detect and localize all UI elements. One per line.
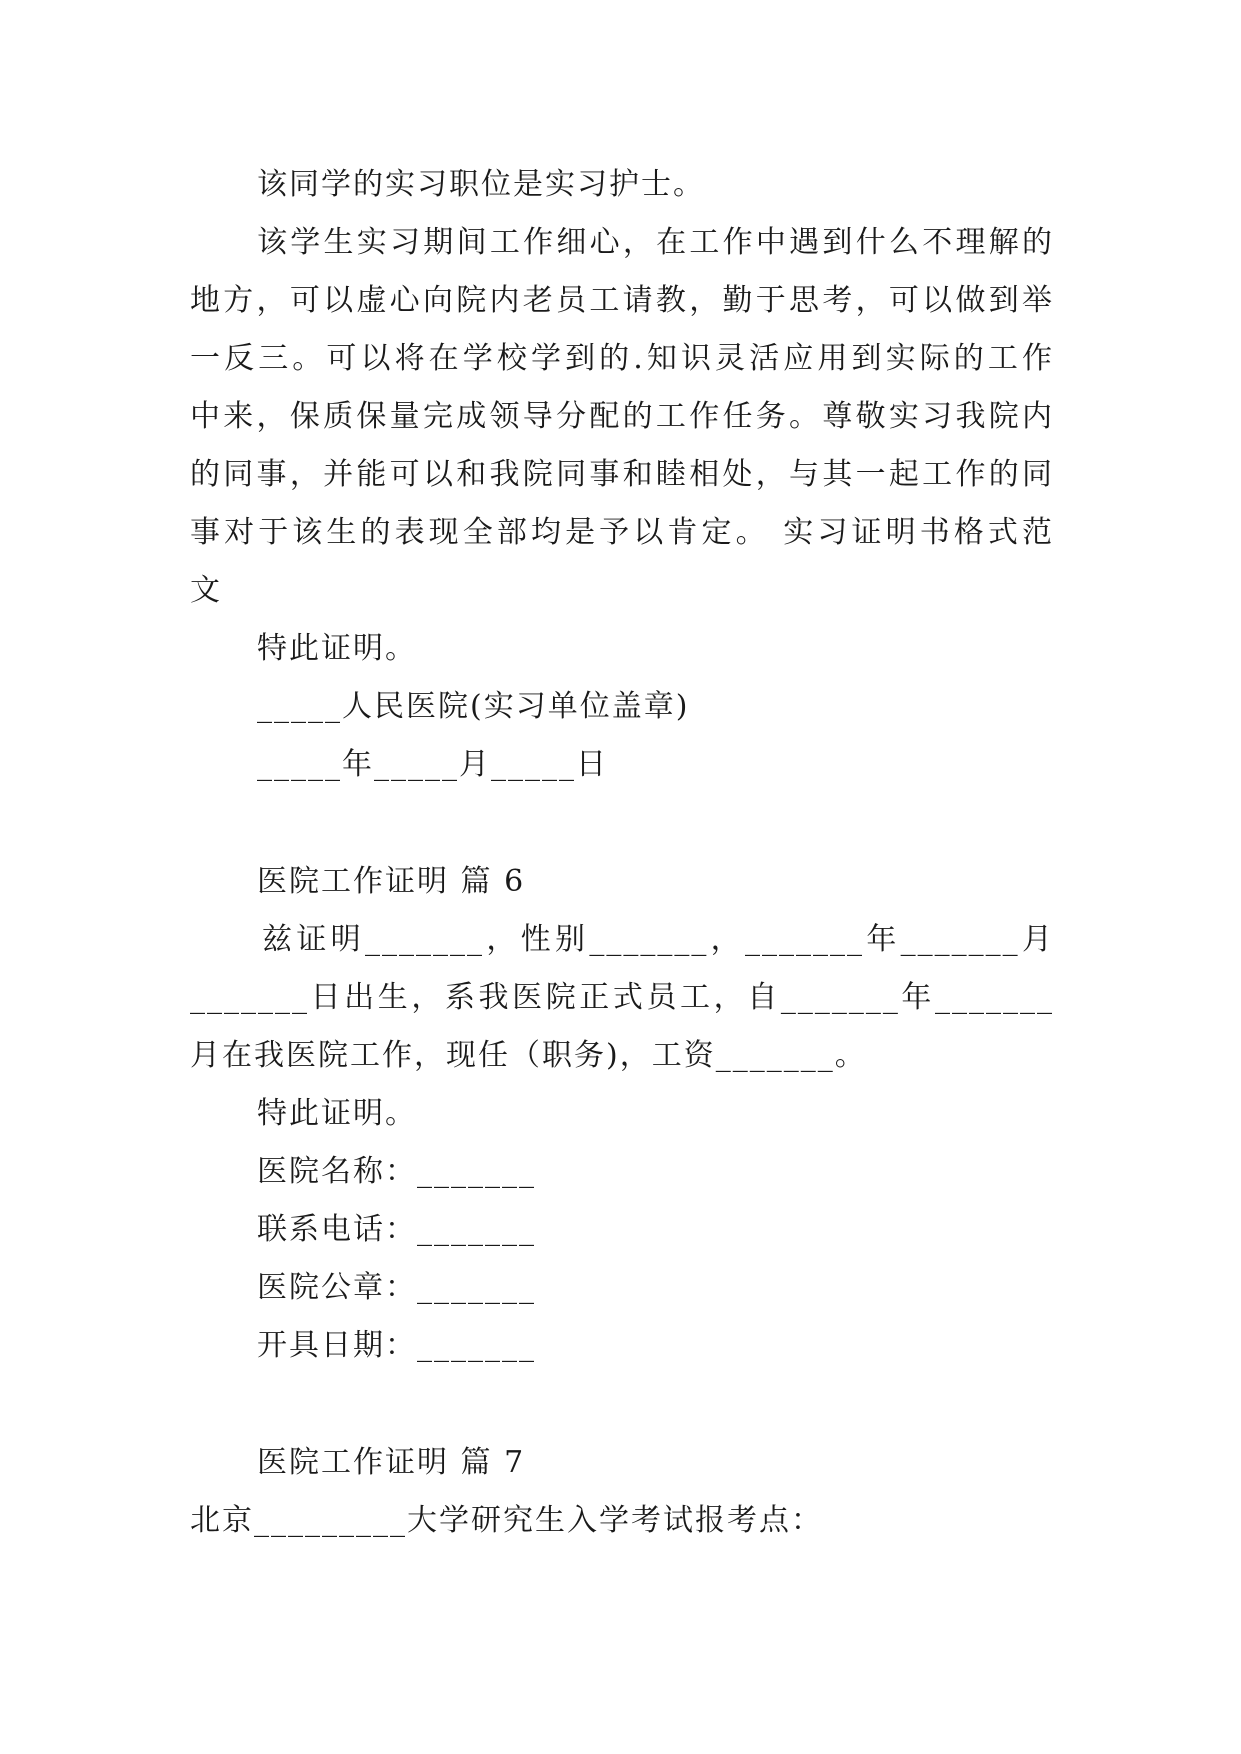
paragraph-evaluation-line-2: 地方，可以虚心向院内老员工请教，勤于思考，可以做到举: [190, 283, 1054, 318]
hospital-name-field: 医院名称：_______: [257, 1154, 536, 1189]
section-heading-6: 医院工作证明 篇 6: [257, 864, 526, 899]
certificate-body-line-3: 月在我医院工作，现任（职务)，工资_______。: [190, 1038, 867, 1073]
paragraph-evaluation-line-5: 的同事，并能可以和我院同事和睦相处，与其一起工作的同: [190, 457, 1054, 492]
section-heading-7: 医院工作证明 篇 7: [257, 1445, 526, 1480]
certificate-body-line-1: 兹证明_______，性别_______，_______年_______月: [262, 922, 1054, 957]
hospital-seal-field: 医院公章：_______: [257, 1270, 536, 1305]
certify-statement-2: 特此证明。: [257, 1096, 417, 1131]
certificate-body-line-2: _______日出生，系我医院正式员工，自_______年_______: [190, 980, 1054, 1015]
paragraph-evaluation-line-7: 文: [190, 573, 222, 608]
paragraph-evaluation-line-1: 该学生实习期间工作细心，在工作中遇到什么不理解的: [257, 225, 1054, 260]
certify-statement: 特此证明。: [257, 631, 417, 666]
paragraph-evaluation-line-4: 中来，保质保量完成领导分配的工作任务。尊敬实习我院内: [190, 399, 1054, 434]
paragraph-internship-position: 该同学的实习职位是实习护士。: [257, 167, 705, 202]
date-line: _____年_____月_____日: [257, 747, 608, 782]
paragraph-evaluation-line-6: 事对于该生的表现全部均是予以肯定。 实习证明书格式范: [190, 515, 1054, 550]
contact-phone-field: 联系电话：_______: [257, 1212, 536, 1247]
hospital-seal-line: _____人民医院(实习单位盖章): [257, 689, 690, 724]
issue-date-field: 开具日期：_______: [257, 1328, 536, 1363]
paragraph-evaluation-line-3: 一反三。可以将在学校学到的.知识灵活应用到实际的工作: [190, 341, 1054, 376]
beijing-exam-site-line: 北京_________大学研究生入学考试报考点：: [190, 1503, 823, 1538]
